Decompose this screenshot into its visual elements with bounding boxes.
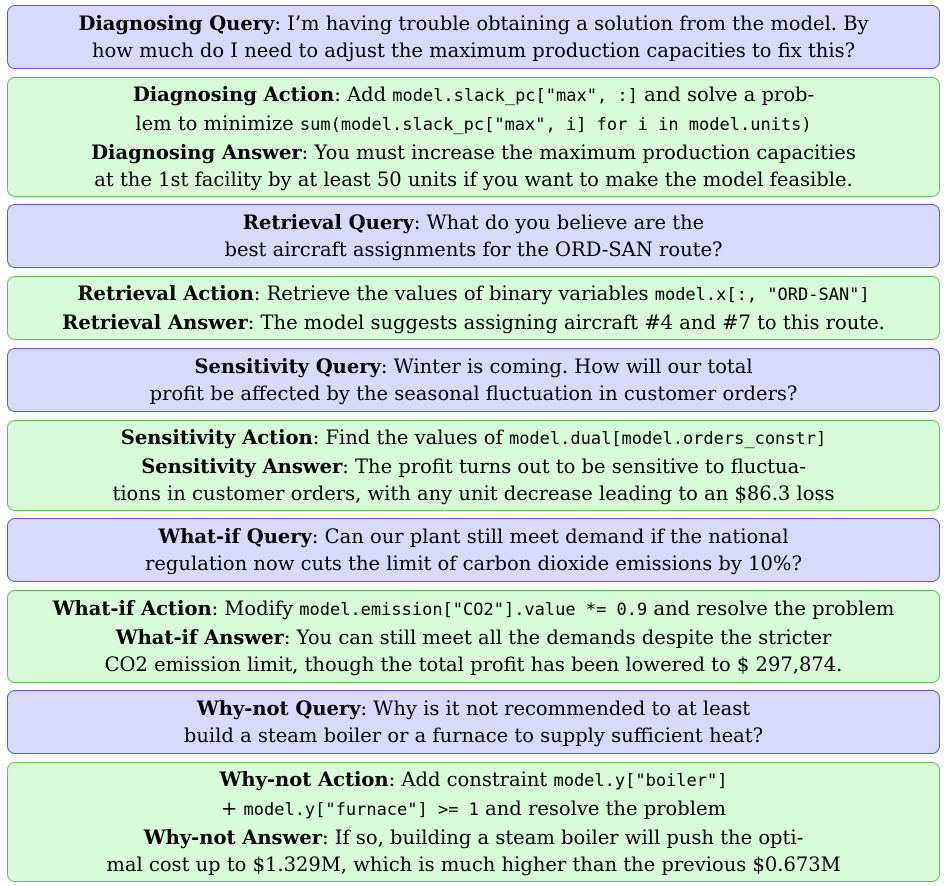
- body-text: how much do I need to adjust the maximum production capacities to fix this?: [91, 39, 856, 62]
- body-text: and resolve the problem: [647, 597, 895, 620]
- text-line: [220, 766, 728, 795]
- body-text: at the 1st facility by at least 50 units if you want to make the model feasible.: [94, 168, 853, 191]
- action-answer-box: [7, 420, 940, 511]
- bold-label: What-if Action: [52, 597, 212, 620]
- action-answer-box: [7, 590, 940, 683]
- text-line: [133, 81, 814, 110]
- text-line: [121, 424, 826, 453]
- body-text: : The profit turns out to be sensitive to fluctua-: [342, 455, 806, 478]
- text-line: [106, 851, 840, 878]
- body-text: : Add: [334, 83, 393, 106]
- code-snippet: model.emission["CO2"].value *= 0.9: [299, 600, 648, 620]
- body-text: : Find the values of: [312, 426, 509, 449]
- body-text: profit be affected by the seasonal fluctuation in customer orders?: [149, 382, 798, 405]
- query-box: [7, 204, 940, 268]
- text-line: [112, 480, 834, 507]
- text-line: [225, 236, 723, 263]
- code-snippet: model.y["boiler"]: [553, 771, 728, 791]
- body-text: : Why is it not recommended to at least: [360, 697, 751, 720]
- bold-label: Retrieval Query: [242, 211, 414, 234]
- body-text: tions in customer orders, with any unit decrease leading to an $86.3 loss: [112, 482, 835, 505]
- body-text: and solve a prob-: [637, 83, 815, 106]
- text-line: [135, 110, 811, 139]
- action-answer-box: [7, 276, 940, 340]
- body-text: : Add constraint: [388, 768, 554, 791]
- text-line: [243, 209, 704, 236]
- text-line: [53, 595, 895, 624]
- text-line: [144, 824, 803, 851]
- body-text: regulation now cuts the limit of carbon dioxide emissions by 10%?: [145, 552, 802, 575]
- bold-label: Retrieval Action: [77, 282, 254, 305]
- text-line: [62, 309, 885, 336]
- code-snippet: model.dual[model.orders_constr]: [508, 429, 827, 449]
- body-text: : You can still meet all the demands despite the stricter: [283, 626, 832, 649]
- text-line: [158, 523, 788, 550]
- body-text: and resolve the problem: [478, 797, 727, 820]
- bold-label: Sensitivity Query: [194, 355, 381, 378]
- body-text: lem to minimize: [135, 112, 300, 135]
- body-text: : I’m having trouble obtaining a solution from the model. By: [274, 12, 869, 35]
- bold-label: Diagnosing Action: [132, 83, 335, 106]
- bold-label: Sensitivity Action: [120, 426, 313, 449]
- bold-label: Why-not Answer: [143, 826, 322, 849]
- action-answer-box: [7, 77, 940, 197]
- query-box: [7, 348, 940, 412]
- bold-label: Sensitivity Answer: [141, 455, 343, 478]
- bold-label: Why-not Query: [196, 697, 361, 720]
- query-box: [7, 5, 940, 69]
- body-text: build a steam boiler or a furnace to supply sufficient heat?: [183, 724, 764, 747]
- bold-label: Diagnosing Query: [78, 12, 275, 35]
- text-line: [105, 651, 843, 678]
- text-line: [77, 280, 869, 309]
- bold-label: Why-not Action: [219, 768, 389, 791]
- bold-label: Diagnosing Answer: [91, 141, 302, 164]
- text-line: [116, 624, 832, 651]
- text-line: [91, 139, 856, 166]
- text-line: [145, 550, 802, 577]
- body-text: : You must increase the maximum production capacities: [301, 141, 856, 164]
- text-line: [94, 166, 852, 193]
- text-line: [197, 695, 750, 722]
- body-text: : Can our plant still meet demand if the national: [311, 525, 789, 548]
- text-line: [78, 10, 868, 37]
- body-text: : Retrieve the values of binary variables: [253, 282, 655, 305]
- body-text: : Winter is coming. How will our total: [380, 355, 753, 378]
- bold-label: Retrieval Answer: [62, 311, 248, 334]
- body-text: best aircraft assignments for the ORD-SAN route?: [224, 238, 723, 261]
- bold-label: What-if Query: [158, 525, 312, 548]
- body-text: : Modify: [211, 597, 300, 620]
- text-line: [184, 722, 763, 749]
- query-box: [7, 518, 940, 582]
- body-text: : If so, building a steam boiler will push the opti-: [322, 826, 804, 849]
- query-box: [7, 690, 940, 754]
- text-line: [92, 37, 855, 64]
- body-text: mal cost up to $1.329M, which is much higher than the previous $0.673M: [106, 853, 841, 876]
- body-text: +: [220, 797, 244, 820]
- text-line: [150, 380, 798, 407]
- body-text: : What do you believe are the: [413, 211, 705, 234]
- body-text: CO2 emission limit, though the total profit has been lowered to $ 297,874.: [104, 653, 843, 676]
- code-snippet: model.x[:, "ORD-SAN"]: [654, 285, 870, 305]
- code-snippet: model.y["furnace"] >= 1: [243, 800, 479, 820]
- code-snippet: sum(model.slack_pc["max", i] for i in model.units): [299, 115, 812, 135]
- action-answer-box: [7, 762, 940, 882]
- text-line: [141, 453, 806, 480]
- body-text: : The model suggests assigning aircraft #4 and #7 to this route.: [247, 311, 885, 334]
- text-line: [221, 795, 726, 824]
- text-line: [194, 353, 752, 380]
- code-snippet: model.slack_pc["max", :]: [392, 86, 638, 106]
- bold-label: What-if Answer: [115, 626, 284, 649]
